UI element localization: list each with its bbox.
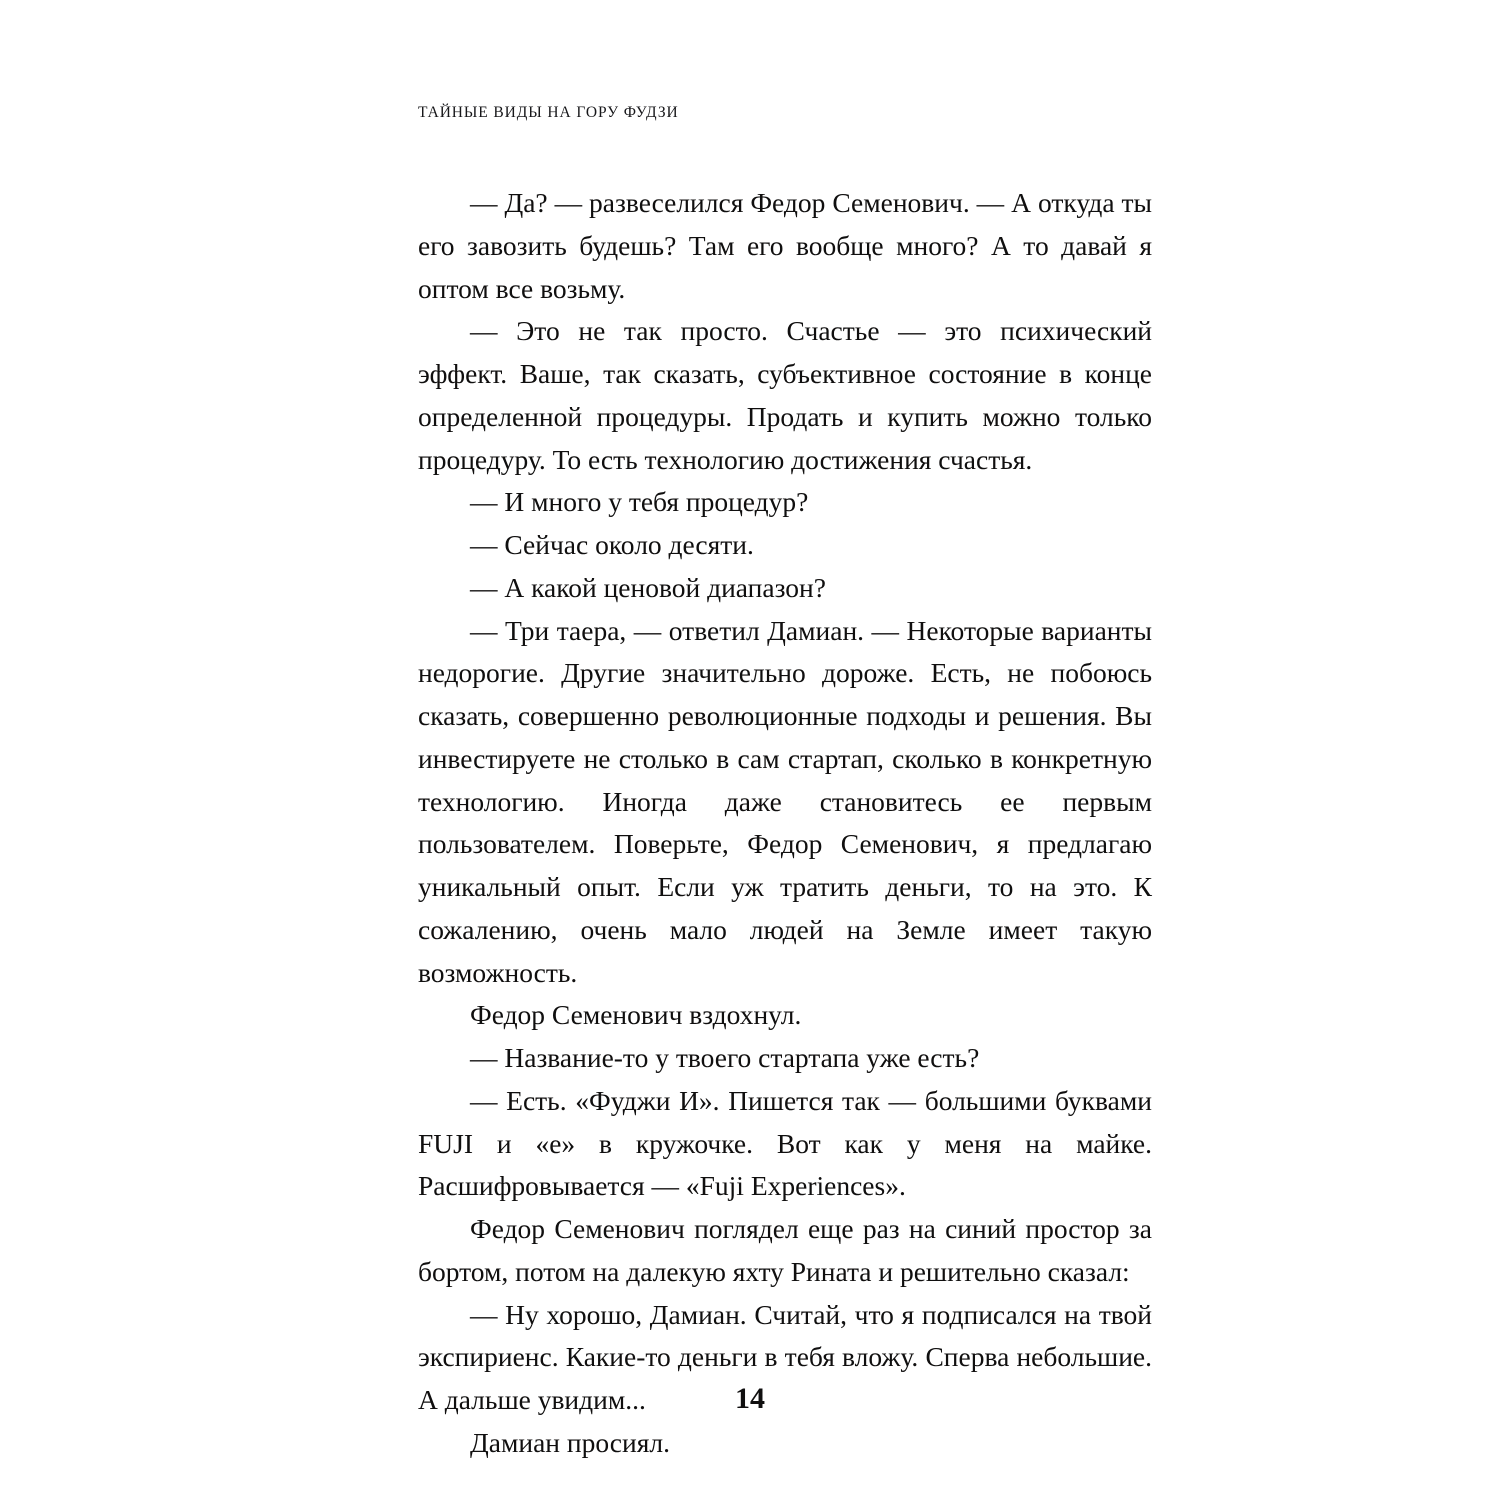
paragraph: — Три таера, — ответил Дамиан. — Некоторые варианты недорогие. Другие значительно дороже. Есть, не побоюсь сказать, совершенно революционные подходы и решения. Вы инвестируете не столько в сам стартап, сколько в конкретную технологию. Иногда даже становитесь ее первым пользователем. Поверьте, Федор Семенович, я предлагаю уникальный опыт. Если уж тратить деньги, то на это. К сожалению, очень мало людей на Земле имеет такую возможность. [418,614,1152,988]
page-number: 14 [735,1382,765,1415]
paragraph: — И много у тебя процедур? [470,486,809,518]
paragraph: — Это не так просто. Счастье — это психический эффект. Ваше, так сказать, субъективное состояние в конце определенной процедуры. Продать и купить можно только процедуру. То есть технологию достижения счастья. [418,315,1152,475]
paragraph: Федор Семенович вздохнул. [470,999,802,1031]
paragraph: Дамиан просиял. [470,1426,670,1458]
paragraph: Федор Семенович поглядел еще раз на синий простор за бортом, потом на далекую яхту Рината и решительно сказал: [418,1213,1152,1287]
paragraph: — Есть. «Фуджи И». Пишется так — большими буквами FUJI и «е» в кружочке. Вот как у меня на майке. Расшифровывается — «Fuji Experiences». [418,1084,1152,1202]
paragraph: — Да? — развеселился Федор Семенович. — А откуда ты его завозить будешь? Там его вообще много? А то давай я оптом все возьму. [418,187,1152,304]
paragraph: — Сейчас около десяти. [470,529,754,560]
body-text [418,182,1152,1465]
running-head: ТАЙНЫЕ ВИДЫ НА ГОРУ ФУДЗИ [418,104,679,121]
paragraph: — Ну хорошо, Дамиан. Считай, что я подписался на твой экспириенс. Какие-то деньги в тебя вложу. Сперва небольшие. А дальше увидим... [418,1298,1152,1415]
page-content [418,104,1152,1465]
paragraph: — А какой ценовой диапазон? [470,571,826,603]
paragraph: — Название-то у твоего стартапа уже есть? [470,1042,980,1073]
